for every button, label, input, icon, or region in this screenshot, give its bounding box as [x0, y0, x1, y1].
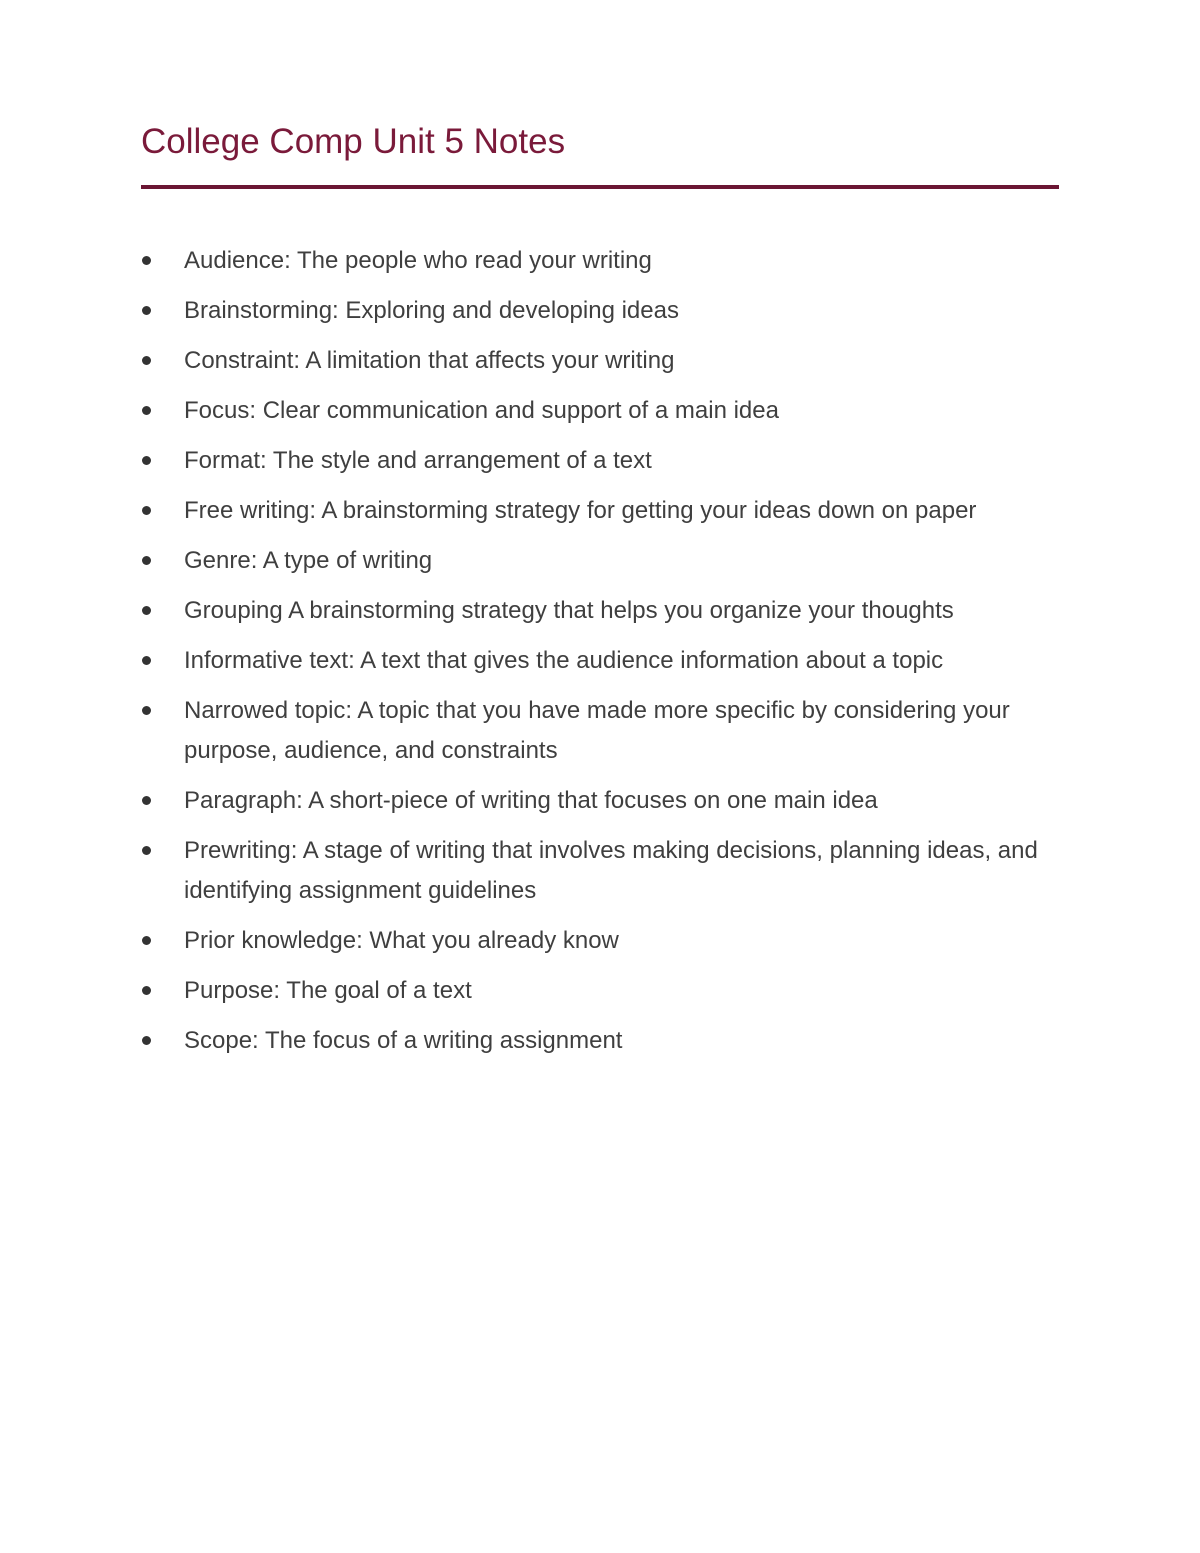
list-item	[141, 391, 1066, 431]
bullet-icon	[142, 656, 151, 665]
bullet-icon	[142, 1036, 151, 1045]
list-item	[141, 291, 1066, 331]
term-text: Genre: A type of writing	[184, 547, 433, 574]
bullet-icon	[142, 846, 151, 855]
term-text: Constraint: A limitation that affects your writing	[184, 347, 675, 374]
bullet-icon	[142, 796, 151, 805]
term-text: Free writing: A brainstorming strategy for getting your ideas down on paper	[184, 497, 977, 524]
term-text: Audience: The people who read your writing	[184, 247, 652, 274]
list-item	[141, 1021, 1066, 1061]
list-item	[141, 781, 1066, 821]
bullet-icon	[142, 556, 151, 565]
glossary-list	[141, 241, 1066, 1071]
list-item	[141, 341, 1066, 381]
term-text: Grouping A brainstorming strategy that helps you organize your thoughts	[184, 597, 954, 624]
term-text: Prior knowledge: What you already know	[184, 927, 619, 954]
list-item	[141, 591, 1066, 631]
list-item	[141, 441, 1066, 481]
term-text: Scope: The focus of a writing assignment	[184, 1027, 623, 1054]
bullet-icon	[142, 256, 151, 265]
list-item	[141, 241, 1066, 281]
bullet-icon	[142, 506, 151, 515]
bullet-icon	[142, 606, 151, 615]
list-item	[141, 491, 1066, 531]
list-item	[141, 971, 1066, 1011]
term-text: Informative text: A text that gives the audience information about a topic	[184, 647, 944, 674]
bullet-icon	[142, 706, 151, 715]
list-item	[141, 921, 1066, 961]
bullet-icon	[142, 936, 151, 945]
bullet-icon	[142, 306, 151, 315]
term-text: Format: The style and arrangement of a text	[184, 447, 652, 474]
list-item	[141, 541, 1066, 581]
term-text: Purpose: The goal of a text	[184, 977, 472, 1004]
bullet-icon	[142, 456, 151, 465]
title-divider	[141, 185, 1059, 189]
bullet-icon	[142, 986, 151, 995]
term-text: Paragraph: A short-piece of writing that focuses on one main idea	[184, 787, 878, 814]
term-text: Narrowed topic: A topic that you have made more specific by considering your purpose, audience, and constraints	[184, 697, 1010, 764]
list-item	[141, 691, 1066, 771]
page-title: College Comp Unit 5 Notes	[141, 122, 566, 161]
list-item	[141, 831, 1066, 911]
term-text: Focus: Clear communication and support of a main idea	[184, 397, 779, 424]
list-item	[141, 641, 1066, 681]
bullet-icon	[142, 356, 151, 365]
term-text: Brainstorming: Exploring and developing ideas	[184, 297, 679, 324]
term-text: Prewriting: A stage of writing that involves making decisions, planning ideas, and identifying assignment guidelines	[184, 837, 1038, 904]
bullet-icon	[142, 406, 151, 415]
